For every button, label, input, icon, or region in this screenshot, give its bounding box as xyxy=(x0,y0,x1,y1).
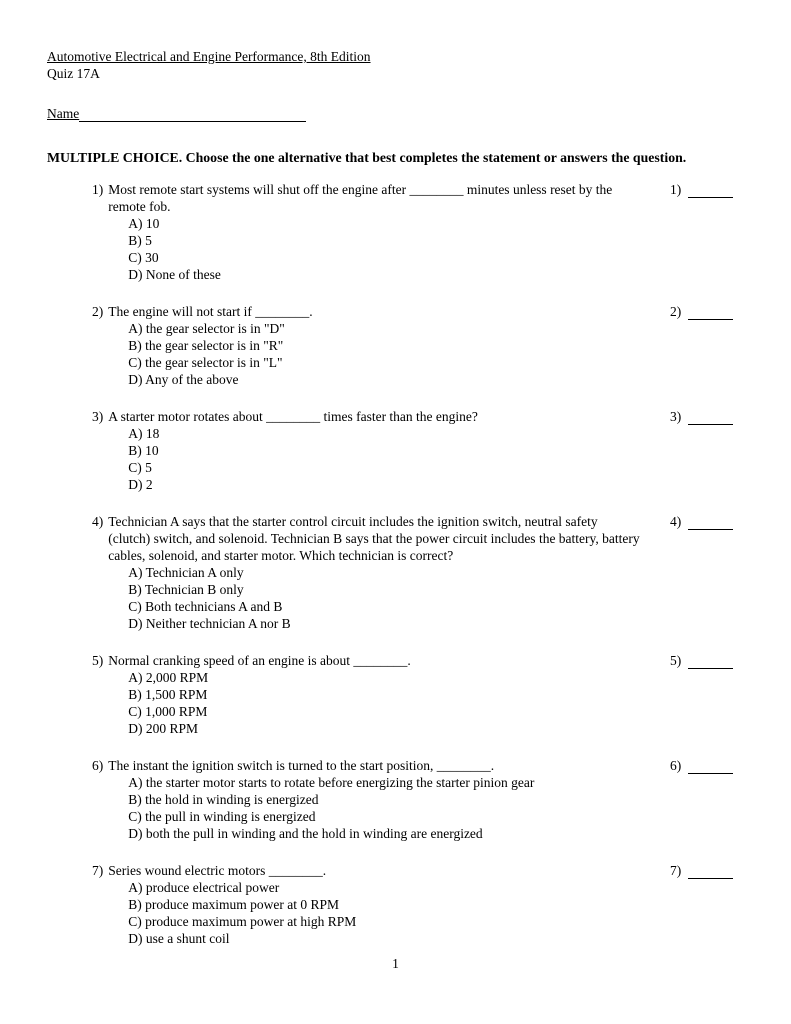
choice-c: C) the pull in winding is energized xyxy=(128,809,316,824)
choice-c: C) the gear selector is in "L" xyxy=(128,355,283,370)
choice-a: A) produce electrical power xyxy=(128,880,280,895)
answer-slot xyxy=(670,181,745,198)
choice-c: C) 1,000 RPM xyxy=(128,704,208,719)
choice-a: A) the starter motor starts to rotate before energizing the starter pinion gear xyxy=(128,775,535,790)
answer-number: 2) xyxy=(670,304,682,319)
choice-b: B) the gear selector is in "R" xyxy=(128,338,284,353)
question-body xyxy=(108,408,670,493)
choice-d: D) 200 RPM xyxy=(128,721,199,736)
answer-blank-line xyxy=(688,515,733,530)
name-blank-line xyxy=(79,107,306,122)
question-text: Technician A says that the starter control circuit includes the ignition switch, neutral safety (clutch) switch, and solenoid. Technician B says that the power circuit includes the battery, battery cables, solenoid, and starter motor. Which technician is correct? xyxy=(108,514,640,563)
question-body xyxy=(108,303,670,388)
choice-d: D) use a shunt coil xyxy=(128,931,230,946)
choice-b: B) Technician B only xyxy=(128,582,244,597)
choice-c: C) 30 xyxy=(128,250,159,265)
choice-d: D) both the pull in winding and the hold in winding are energized xyxy=(128,826,483,841)
question-number: 7) xyxy=(92,863,104,878)
answer-number: 3) xyxy=(670,409,682,424)
question-number: 5) xyxy=(92,653,104,668)
question-text: A starter motor rotates about ________ times faster than the engine? xyxy=(108,409,478,424)
answer-slot xyxy=(670,862,745,879)
section-heading: MULTIPLE CHOICE. Choose the one alternative that best completes the statement or answers the question. xyxy=(47,150,687,165)
question-number: 6) xyxy=(92,758,104,773)
question-text: Most remote start systems will shut off the engine after ________ minutes unless reset by the remote fob. xyxy=(108,182,613,214)
question-text: The engine will not start if ________. xyxy=(108,304,313,319)
page-number: 1 xyxy=(392,956,399,971)
question-number: 2) xyxy=(92,304,104,319)
question-4 xyxy=(92,513,745,632)
answer-blank-line xyxy=(688,864,733,879)
answer-blank-line xyxy=(688,183,733,198)
choice-a: A) 2,000 RPM xyxy=(128,670,209,685)
answer-blank-line xyxy=(688,759,733,774)
choice-b: B) produce maximum power at 0 RPM xyxy=(128,897,339,912)
choice-list xyxy=(128,564,642,632)
choice-c: C) Both technicians A and B xyxy=(128,599,283,614)
quiz-number: Quiz 17A xyxy=(47,66,100,81)
name-label: Name xyxy=(47,106,80,121)
answer-slot xyxy=(670,652,745,669)
choice-a: A) the gear selector is in "D" xyxy=(128,321,285,336)
question-number: 3) xyxy=(92,409,104,424)
choice-b: B) the hold in winding is energized xyxy=(128,792,319,807)
choice-c: C) produce maximum power at high RPM xyxy=(128,914,357,929)
answer-blank-line xyxy=(688,410,733,425)
choice-d: D) Any of the above xyxy=(128,372,239,387)
question-number: 1) xyxy=(92,182,104,197)
question-body xyxy=(108,652,670,737)
question-body xyxy=(108,862,670,947)
choice-list xyxy=(128,215,642,283)
question-6 xyxy=(92,757,745,842)
question-body xyxy=(108,181,670,283)
choice-list xyxy=(128,425,642,493)
name-row xyxy=(47,105,745,122)
answer-blank-line xyxy=(688,654,733,669)
answer-number: 4) xyxy=(670,514,682,529)
answer-slot xyxy=(670,303,745,320)
choice-d: D) 2 xyxy=(128,477,153,492)
answer-number: 5) xyxy=(670,653,682,668)
choice-b: B) 10 xyxy=(128,443,159,458)
question-text: The instant the ignition switch is turned to the start position, ________. xyxy=(108,758,495,773)
choice-b: B) 1,500 RPM xyxy=(128,687,208,702)
choice-a: A) 18 xyxy=(128,426,160,441)
answer-slot xyxy=(670,757,745,774)
choice-a: A) Technician A only xyxy=(128,565,244,580)
question-text: Series wound electric motors ________. xyxy=(108,863,327,878)
answer-blank-line xyxy=(688,305,733,320)
choice-list xyxy=(128,320,642,388)
question-number: 4) xyxy=(92,514,104,529)
question-5 xyxy=(92,652,745,737)
choice-list xyxy=(128,669,642,737)
question-3 xyxy=(92,408,745,493)
answer-number: 1) xyxy=(670,182,682,197)
question-body xyxy=(108,757,670,842)
choice-b: B) 5 xyxy=(128,233,152,248)
choice-a: A) 10 xyxy=(128,216,160,231)
question-text: Normal cranking speed of an engine is about ________. xyxy=(108,653,411,668)
choice-d: D) None of these xyxy=(128,267,221,282)
choice-list xyxy=(128,879,642,947)
document-title: Automotive Electrical and Engine Performance, 8th Edition xyxy=(47,49,371,64)
question-7 xyxy=(92,862,745,947)
choice-list xyxy=(128,774,642,842)
answer-slot xyxy=(670,513,745,530)
question-list xyxy=(47,181,745,947)
choice-d: D) Neither technician A nor B xyxy=(128,616,291,631)
answer-number: 7) xyxy=(670,863,682,878)
choice-c: C) 5 xyxy=(128,460,152,475)
question-2 xyxy=(92,303,745,388)
question-body xyxy=(108,513,670,632)
question-1 xyxy=(92,181,745,283)
answer-number: 6) xyxy=(670,758,682,773)
answer-slot xyxy=(670,408,745,425)
